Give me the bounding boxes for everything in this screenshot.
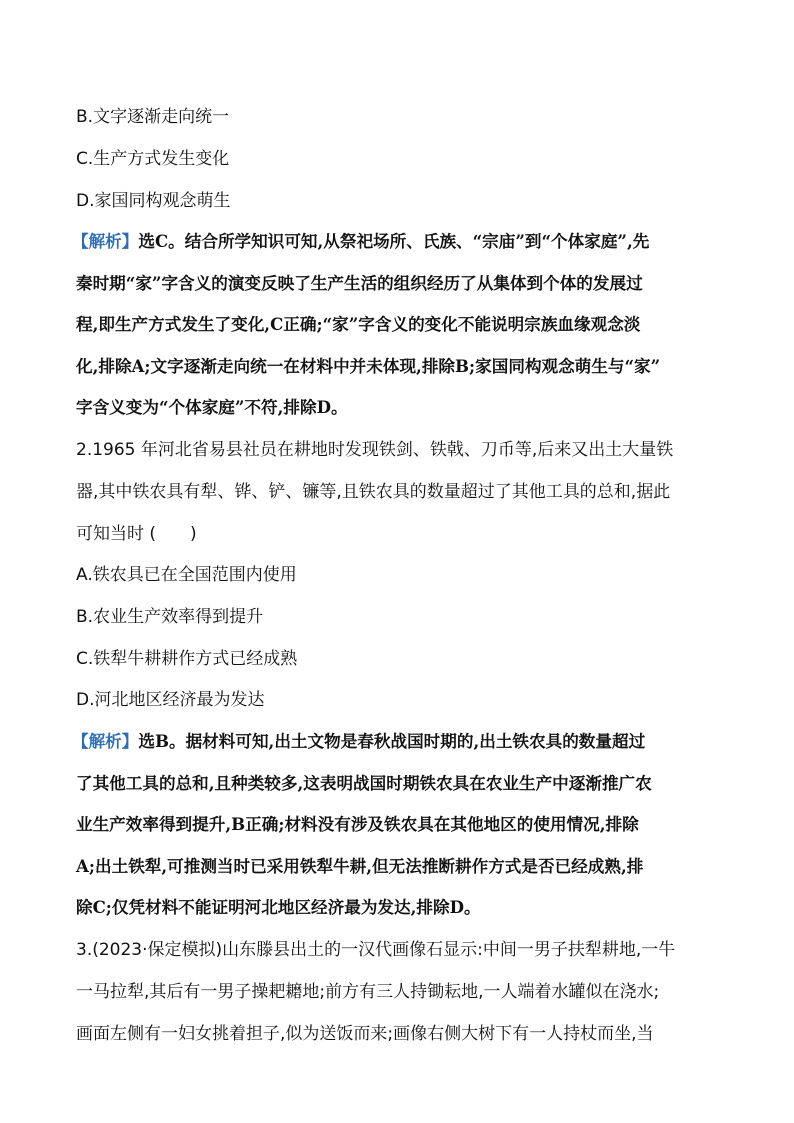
- q2-analysis-line-5: 除C;仅凭材料不能证明河北地区经济最为发达,排除D。: [76, 897, 481, 917]
- q2-option-c: C.铁犁牛耕耕作方式已经成熟: [76, 649, 298, 669]
- q1-option-d: D.家国同构观念萌生: [76, 191, 231, 211]
- q1-analysis-text: 选C。结合所学知识可知,从祭祀场所、氏族、“宗庙”到“个体家庭”,先: [138, 231, 650, 251]
- q2-stem-line-3: 可知当时 ( ): [76, 524, 197, 544]
- q3-stem-line-3: 画面左侧有一妇女挑着担子,似为送饭而来;画像右侧大树下有一人持杖而坐,当: [76, 1024, 654, 1044]
- q1-analysis-line-4: 化,排除A;文字逐渐走向统一在材料中并未体现,排除B;家国同构观念萌生与“家”: [76, 356, 661, 376]
- q1-analysis-line-2: 秦时期“家”字含义的演变反映了生产生活的组织经历了从集体到个体的发展过: [76, 273, 643, 293]
- q2-option-b: B.农业生产效率得到提升: [76, 607, 264, 627]
- q3-stem-line-2: 一马拉犁,其后有一男子操耙耱地;前方有三人持锄耘地,一人端着水罐似在浇水;: [76, 982, 660, 1002]
- q2-option-a: A.铁农具已在全国范围内使用: [76, 565, 297, 585]
- q2-analysis-line-1: [72, 731, 645, 751]
- q2-analysis-line-2: 了其他工具的总和,且种类较多,这表明战国时期铁农具在农业生产中逐渐推广农: [76, 773, 652, 793]
- q2-stem-line-1: 2.1965 年河北省易县社员在耕地时发现铁剑、铁戟、刀币等,后来又出土大量铁: [76, 440, 674, 460]
- q2-analysis-line-3: 业生产效率得到提升,B正确;材料没有涉及铁农具在其他地区的使用情况,排除: [76, 814, 639, 834]
- q1-analysis-tag: 【解析】: [72, 231, 139, 251]
- q2-analysis-text: 选B。据材料可知,出土文物是春秋战国时期的,出土铁农具的数量超过: [138, 731, 646, 751]
- q2-option-d: D.河北地区经济最为发达: [76, 690, 265, 710]
- q1-analysis-line-1: [72, 231, 649, 251]
- q2-analysis-tag: 【解析】: [72, 731, 139, 751]
- q2-stem-line-2: 器,其中铁农具有犁、铧、铲、镰等,且铁农具的数量超过了其他工具的总和,据此: [76, 482, 671, 502]
- q1-analysis-line-3: 程,即生产方式发生了变化,C正确;“家”字含义的变化不能说明宗族血缘观念淡: [76, 314, 641, 334]
- q3-stem-line-1: 3.(2023·保定模拟)山东滕县出土的一汉代画像石显示:中间一男子扶犁耕地,一牛: [76, 940, 676, 960]
- q2-analysis-line-4: A;出土铁犁,可推测当时已采用铁犁牛耕,但无法推断耕作方式是否已经成熟,排: [76, 856, 644, 876]
- q1-option-c: C.生产方式发生变化: [76, 149, 230, 169]
- q1-analysis-line-5: 字含义变为“个体家庭”不符,排除D。: [76, 397, 348, 417]
- q1-option-b: B.文字逐渐走向统一: [76, 107, 230, 127]
